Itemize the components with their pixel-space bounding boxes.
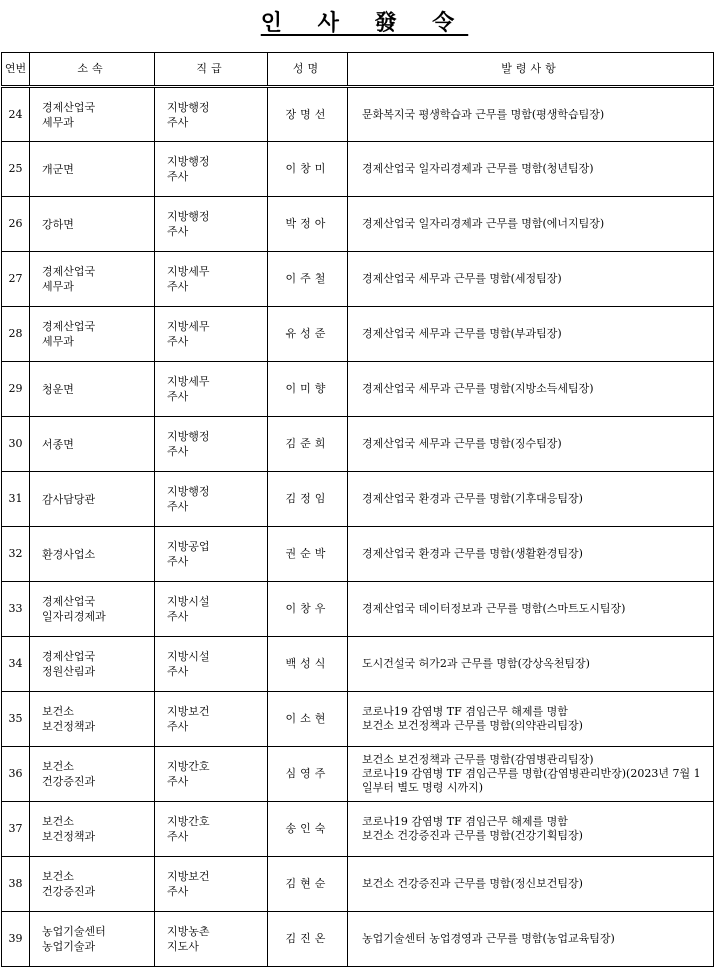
department-line: 보건소 xyxy=(42,815,74,828)
department-line: 경제산업국 xyxy=(42,650,96,663)
personnel-order-table xyxy=(1,52,714,967)
rank-line: 주사 xyxy=(167,885,189,898)
order-line: 보건소 건강증진과 근무를 명함(건강기획팀장) xyxy=(362,829,583,842)
department-line: 일자리경제과 xyxy=(42,610,106,623)
order-details xyxy=(348,362,714,417)
table-row xyxy=(2,307,714,362)
rank-line: 주사 xyxy=(167,170,189,183)
person-name: 이주철 xyxy=(268,252,348,307)
order-details xyxy=(348,637,714,692)
order-line: 코로나19 감염병 TF 겸임근무 해제를 명함 xyxy=(362,705,568,718)
department-cell xyxy=(30,307,155,362)
rank-line: 주사 xyxy=(167,390,189,403)
department-line: 경제산업국 xyxy=(42,595,96,608)
order-line: 경제산업국 환경과 근무를 명함(기후대응팀장) xyxy=(362,492,583,505)
table-row xyxy=(2,692,714,747)
rank-line: 지방행정 xyxy=(167,210,210,223)
rank-cell xyxy=(155,912,268,967)
rank-line: 주사 xyxy=(167,830,189,843)
row-number: 25 xyxy=(2,142,30,197)
rank-line: 지방행정 xyxy=(167,430,210,443)
order-details xyxy=(348,912,714,967)
rank-line: 지방행정 xyxy=(167,155,210,168)
row-number: 38 xyxy=(2,857,30,912)
department-line: 세무과 xyxy=(42,115,74,129)
rank-cell xyxy=(155,142,268,197)
row-number: 27 xyxy=(2,252,30,307)
header-name: 성명 xyxy=(268,53,348,87)
department-line: 보건정책과 xyxy=(42,830,96,843)
row-number: 35 xyxy=(2,692,30,747)
person-name: 이소현 xyxy=(268,692,348,747)
rank-line: 지방세무 xyxy=(167,265,210,278)
order-details xyxy=(348,582,714,637)
person-name: 권순박 xyxy=(268,527,348,582)
rank-line: 주사 xyxy=(167,280,189,293)
person-name: 이창우 xyxy=(268,582,348,637)
department-line: 강하면 xyxy=(42,217,74,231)
department-line: 개군면 xyxy=(42,162,74,176)
rank-line: 지방간호 xyxy=(167,760,210,773)
rank-line: 지방세무 xyxy=(167,375,210,388)
rank-line: 주사 xyxy=(167,335,189,348)
order-details xyxy=(348,142,714,197)
table-row xyxy=(2,527,714,582)
table-row xyxy=(2,197,714,252)
row-number: 36 xyxy=(2,747,30,802)
row-number: 37 xyxy=(2,802,30,857)
person-name: 김진온 xyxy=(268,912,348,967)
rank-line: 지방시설 xyxy=(167,595,210,608)
order-details xyxy=(348,857,714,912)
department-cell xyxy=(30,912,155,967)
department-line: 감사담당관 xyxy=(42,492,96,506)
row-number: 39 xyxy=(2,912,30,967)
row-number: 30 xyxy=(2,417,30,472)
department-line: 청운면 xyxy=(42,382,74,396)
person-name: 김현순 xyxy=(268,857,348,912)
rank-cell xyxy=(155,582,268,637)
person-name: 김정임 xyxy=(268,472,348,527)
department-line: 보건소 xyxy=(42,760,74,773)
order-line: 경제산업국 세무과 근무를 명함(부과팀장) xyxy=(362,327,562,340)
rank-cell xyxy=(155,692,268,747)
rank-cell xyxy=(155,472,268,527)
rank-line: 지방행정 xyxy=(167,100,210,114)
rank-cell xyxy=(155,747,268,802)
rank-cell xyxy=(155,307,268,362)
department-cell xyxy=(30,252,155,307)
department-cell xyxy=(30,527,155,582)
table-body xyxy=(2,87,714,967)
row-number: 34 xyxy=(2,637,30,692)
order-line: 문화복지국 평생학습과 근무를 명함(평생학습팀장) xyxy=(362,107,605,121)
order-line: 경제산업국 세무과 근무를 명함(지방소득세팀장) xyxy=(362,382,594,395)
order-line: 보건소 건강증진과 근무를 명함(정신보건팀장) xyxy=(362,877,583,890)
order-details xyxy=(348,417,714,472)
row-number: 26 xyxy=(2,197,30,252)
department-cell xyxy=(30,362,155,417)
table-row xyxy=(2,142,714,197)
department-cell xyxy=(30,747,155,802)
table-row xyxy=(2,747,714,802)
rank-line: 주사 xyxy=(167,115,189,129)
department-cell xyxy=(30,87,155,142)
person-name: 유성준 xyxy=(268,307,348,362)
department-cell xyxy=(30,582,155,637)
rank-line: 지방세무 xyxy=(167,320,210,333)
order-line: 경제산업국 데이터정보과 근무를 명함(스마트도시팀장) xyxy=(362,602,626,615)
department-cell xyxy=(30,857,155,912)
rank-line: 지방공업 xyxy=(167,540,210,553)
rank-line: 지방행정 xyxy=(167,485,210,498)
rank-cell xyxy=(155,637,268,692)
person-name: 장명선 xyxy=(268,87,348,142)
order-line: 농업기술센터 농업경영과 근무를 명함(농업교육팀장) xyxy=(362,932,615,945)
department-line: 건강증진과 xyxy=(42,775,96,788)
rank-line: 주사 xyxy=(167,225,189,238)
department-cell xyxy=(30,692,155,747)
table-row xyxy=(2,417,714,472)
row-number: 31 xyxy=(2,472,30,527)
department-line: 농업기술센터 xyxy=(42,925,106,938)
rank-line: 지방보건 xyxy=(167,705,210,718)
order-details xyxy=(348,197,714,252)
row-number: 24 xyxy=(2,87,30,142)
rank-line: 주사 xyxy=(167,500,189,513)
table-row xyxy=(2,582,714,637)
department-line: 경제산업국 xyxy=(42,100,96,114)
order-line: 보건소 보건정책과 근무를 명함(의약관리팀장) xyxy=(362,719,583,732)
order-line: 도시건설국 허가2과 근무를 명함(강상옥천팀장) xyxy=(362,657,590,670)
department-line: 보건정책과 xyxy=(42,720,96,733)
rank-line: 지방시설 xyxy=(167,650,210,663)
department-line: 정원산림과 xyxy=(42,665,96,678)
person-name: 박정아 xyxy=(268,197,348,252)
header-dept: 소속 xyxy=(30,53,155,87)
order-line: 코로나19 감염병 TF 겸임근무 해제를 명함 xyxy=(362,815,568,828)
document-title xyxy=(0,6,715,40)
person-name: 이창미 xyxy=(268,142,348,197)
department-line: 건강증진과 xyxy=(42,885,96,898)
table-header-row xyxy=(2,53,714,87)
person-name: 백성식 xyxy=(268,637,348,692)
header-orders: 발령사항 xyxy=(348,53,714,87)
rank-line: 지방간호 xyxy=(167,815,210,828)
table-row xyxy=(2,912,714,967)
order-line: 경제산업국 세무과 근무를 명함(징수팀장) xyxy=(362,437,562,450)
table-row xyxy=(2,362,714,417)
header-num: 연번 xyxy=(2,53,30,87)
order-line: 경제산업국 일자리경제과 근무를 명함(청년팀장) xyxy=(362,162,594,175)
header-rank: 직급 xyxy=(155,53,268,87)
rank-line: 주사 xyxy=(167,555,189,568)
rank-line: 주사 xyxy=(167,445,189,458)
order-details xyxy=(348,87,714,142)
person-name: 송인숙 xyxy=(268,802,348,857)
department-cell xyxy=(30,637,155,692)
rank-cell xyxy=(155,87,268,142)
rank-line: 지방보건 xyxy=(167,870,210,883)
row-number: 29 xyxy=(2,362,30,417)
table-row xyxy=(2,637,714,692)
order-details xyxy=(348,802,714,857)
rank-line: 지도사 xyxy=(167,940,199,953)
person-name: 이미향 xyxy=(268,362,348,417)
person-name: 심영주 xyxy=(268,747,348,802)
rank-line: 지방농촌 xyxy=(167,925,210,938)
rank-line: 주사 xyxy=(167,610,189,623)
table-row xyxy=(2,87,714,142)
rank-cell xyxy=(155,417,268,472)
department-line: 서종면 xyxy=(42,437,74,451)
rank-cell xyxy=(155,857,268,912)
rank-cell xyxy=(155,252,268,307)
department-line: 세무과 xyxy=(42,335,74,348)
table-row xyxy=(2,802,714,857)
department-line: 보건소 xyxy=(42,705,74,718)
title-text: 인 사 發 令 xyxy=(260,10,469,36)
rank-line: 주사 xyxy=(167,665,189,678)
order-details xyxy=(348,252,714,307)
rank-cell xyxy=(155,527,268,582)
rank-cell xyxy=(155,197,268,252)
order-details xyxy=(348,527,714,582)
rank-cell xyxy=(155,802,268,857)
department-cell xyxy=(30,472,155,527)
order-line: 코로나19 감염병 TF 겸임근무를 명함(감염병관리반장)(2023년 7월 1일부터 별도 명령 시까지) xyxy=(362,767,701,794)
rank-line: 주사 xyxy=(167,720,189,733)
order-line: 경제산업국 세무과 근무를 명함(세정팀장) xyxy=(362,272,562,285)
row-number: 33 xyxy=(2,582,30,637)
order-details xyxy=(348,747,714,802)
rank-cell xyxy=(155,362,268,417)
department-cell xyxy=(30,197,155,252)
order-details xyxy=(348,472,714,527)
order-line: 보건소 보건정책과 근무를 명함(감염병관리팀장) xyxy=(362,753,594,766)
department-cell xyxy=(30,802,155,857)
department-line: 농업기술과 xyxy=(42,940,96,953)
department-line: 보건소 xyxy=(42,870,74,883)
department-line: 세무과 xyxy=(42,280,74,293)
order-line: 경제산업국 일자리경제과 근무를 명함(에너지팀장) xyxy=(362,217,605,230)
department-cell xyxy=(30,142,155,197)
row-number: 28 xyxy=(2,307,30,362)
department-line: 경제산업국 xyxy=(42,265,96,278)
department-line: 경제산업국 xyxy=(42,320,96,333)
table-row xyxy=(2,857,714,912)
order-line: 경제산업국 환경과 근무를 명함(생활환경팀장) xyxy=(362,547,583,560)
rank-line: 주사 xyxy=(167,775,189,788)
table-row xyxy=(2,252,714,307)
order-details xyxy=(348,307,714,362)
row-number: 32 xyxy=(2,527,30,582)
order-details xyxy=(348,692,714,747)
person-name: 김준희 xyxy=(268,417,348,472)
department-cell xyxy=(30,417,155,472)
table-row xyxy=(2,472,714,527)
department-line: 환경사업소 xyxy=(42,547,96,561)
